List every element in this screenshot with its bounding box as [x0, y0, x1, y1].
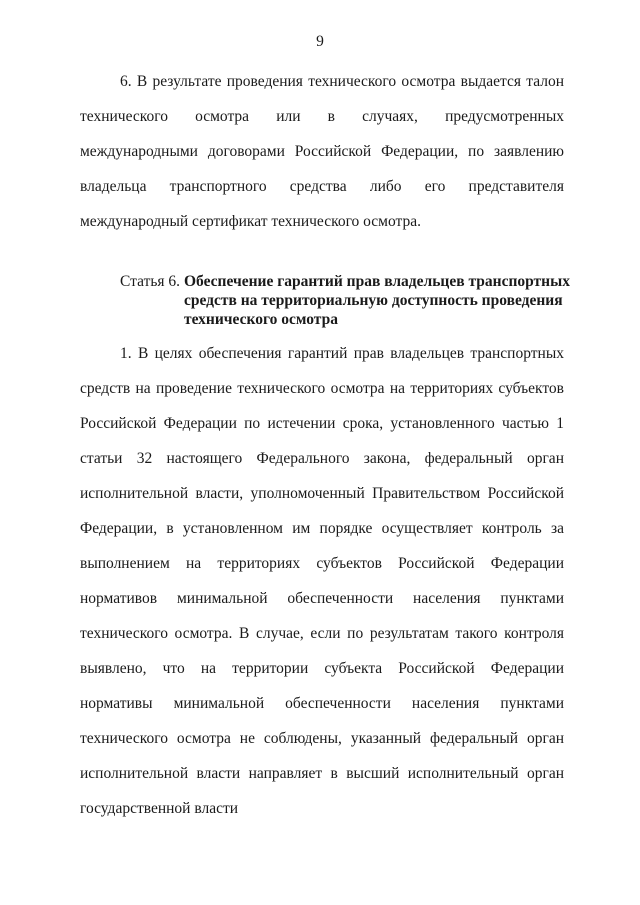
- page-number: 9: [316, 33, 324, 50]
- paragraph-1: 1. В целях обеспечения гарантий прав владельцев транспортных средств на проведение технического осмотра на территориях субъектов Российской Федерации по истечении срока, установленного частью 1 статьи 32 настоящего Федерального закона, федеральный орган исполнительной власти, уполномоченный Правительством Российской Федерации, в установленном им порядке осуществляет контроль за выполнением на территориях субъектов Российской Федерации нормативов минимальной обеспеченности населения пунктами технического осмотра. В случае, если по результатам такого контроля выявлено, что на территории субъекта Российской Федерации нормативы минимальной обеспеченности населения пунктами технического осмотра не соблюдены, указанный федеральный орган исполнительной власти направляет в высший исполнительный орган государственной власти: [80, 345, 564, 817]
- article-label: Статья 6.: [120, 273, 181, 290]
- article-title: Обеспечение гарантий прав владельцев транспортных средств на территориальную доступность проведения технического осмотра: [184, 273, 570, 328]
- paragraph-6: 6. В результате проведения технического осмотра выдается талон технического осмотра или в случаях, предусмотренных международными договорами Российской Федерации, по заявлению владельца транспортного средства либо его представителя международный сертификат технического осмотра.: [80, 73, 564, 230]
